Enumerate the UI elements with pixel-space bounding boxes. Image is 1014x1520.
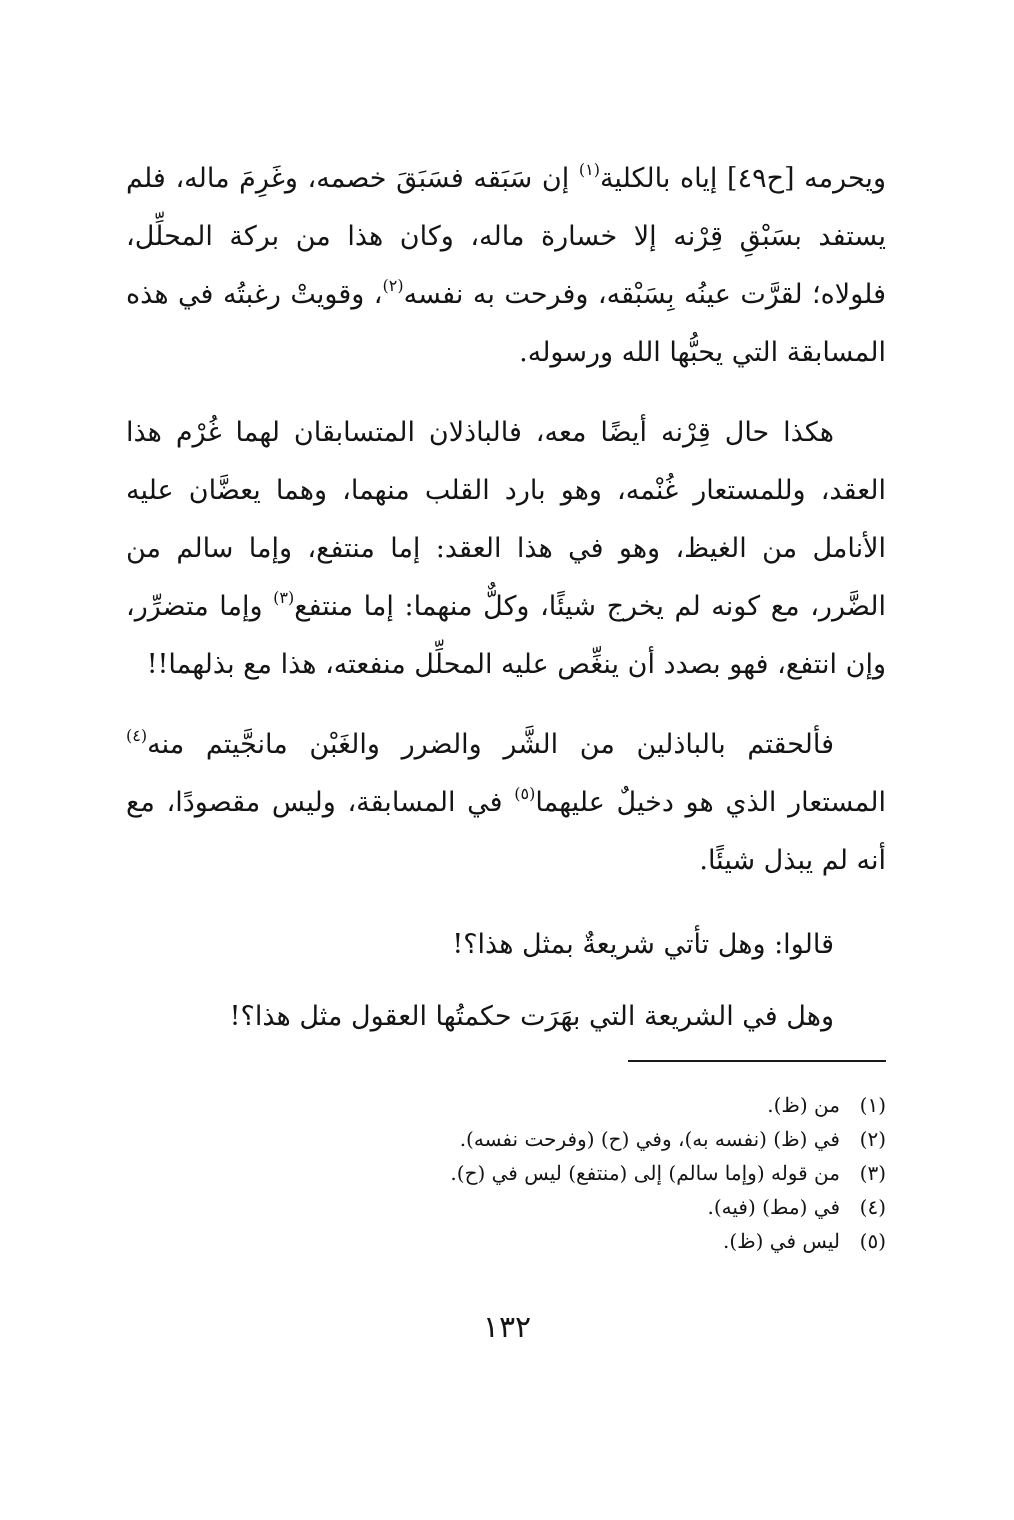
footnote-separator: [628, 1060, 886, 1062]
footnotes: [126, 1088, 886, 1258]
paragraph-3: [126, 716, 886, 890]
paragraph-5-text: وهل في الشريعة التي بهَرَت حكمتُها العقول مثل هذا؟!: [229, 1001, 834, 1032]
paragraph-2: [126, 404, 886, 694]
footnote-text: ليس في (ظ).: [722, 1229, 840, 1253]
paragraph-1-text-c: ، وقويتْ رغبتُه في هذه المسابقة التي يحبُّها الله ورسوله.: [126, 279, 886, 368]
footnote-ref-4: (٤): [126, 726, 148, 745]
footnote-ref-3: (٣): [273, 588, 295, 607]
paragraph-1-text-a: ويحرمه [ح٤٩] إياه بالكلية: [599, 163, 886, 194]
footnote-item: [126, 1190, 886, 1224]
footnote-number: (٣): [859, 1161, 886, 1185]
paragraph-1-text-b: إن سَبَقه فسَبَقَ خصمه، وغَرِمَ ماله، فلم يستفد بسَبْقِ قِرْنه إلا خسارة ماله، وكان هذا من بركة المحلِّل، فلولاه؛ لقرَّت عينُه بِسَبْقه، وفرحت به نفسه: [126, 163, 886, 310]
paragraph-1: [126, 150, 886, 382]
paragraph-2-text-a: هكذا حال قِرْنه أيضًا معه، فالباذلان المتسابقان لهما غُرْم هذا العقد، وللمستعار غُنْمه، وهو بارد القلب منهما، وهما يعضَّان عليه الأنامل من الغيظ، وهو في هذا العقد: إما منتفع، وإما سالم من الضَّرر، مع كونه لم يخرج شيئًا، وكلٌّ منهما: إما منتفع: [126, 417, 886, 622]
paragraph-5: [126, 988, 886, 1046]
footnote-number: (٤): [859, 1195, 886, 1219]
footnote-item: [126, 1122, 886, 1156]
main-text: [126, 150, 886, 1068]
paragraph-4: [126, 916, 886, 974]
footnote-text: من قوله (وإما سالم) إلى (منتفع) ليس في (ح).: [450, 1161, 840, 1185]
paragraph-4-text: قالوا: وهل تأتي شريعةٌ بمثل هذا؟!: [452, 929, 834, 960]
footnote-ref-5: (٥): [514, 784, 536, 803]
footnote-text: من (ظ).: [767, 1093, 840, 1117]
paragraph-3-text-a: فألحقتم بالباذلين من الشَّر والضرر والغَبْن مانجَّيتم منه: [147, 729, 834, 760]
paragraph-3-text-b: المستعار الذي هو دخيلٌ عليهما: [535, 787, 886, 818]
footnote-item: [126, 1088, 886, 1122]
footnote-item: [126, 1156, 886, 1190]
page-number: ١٣٢: [482, 1310, 532, 1345]
footnote-number: (٥): [859, 1229, 886, 1253]
footnote-ref-1: (١): [578, 160, 600, 179]
footnote-ref-2: (٢): [382, 276, 404, 295]
footnote-text: في (مط) (فيه).: [707, 1195, 840, 1219]
footnote-text: في (ظ) (نفسه به)، وفي (ح) (وفرحت نفسه).: [459, 1127, 840, 1151]
footnote-item: [126, 1224, 886, 1258]
paragraph-2-text-b: وإما متضرِّر، وإن انتفع، فهو بصدد أن ينغِّص عليه المحلِّل منفعته، هذا مع بذلهما!!: [126, 591, 886, 680]
paragraph-3-text-c: في المسابقة، وليس مقصودًا، مع أنه لم يبذل شيئًا.: [126, 787, 886, 876]
footnote-number: (٢): [859, 1127, 886, 1151]
footnote-number: (١): [859, 1093, 886, 1117]
